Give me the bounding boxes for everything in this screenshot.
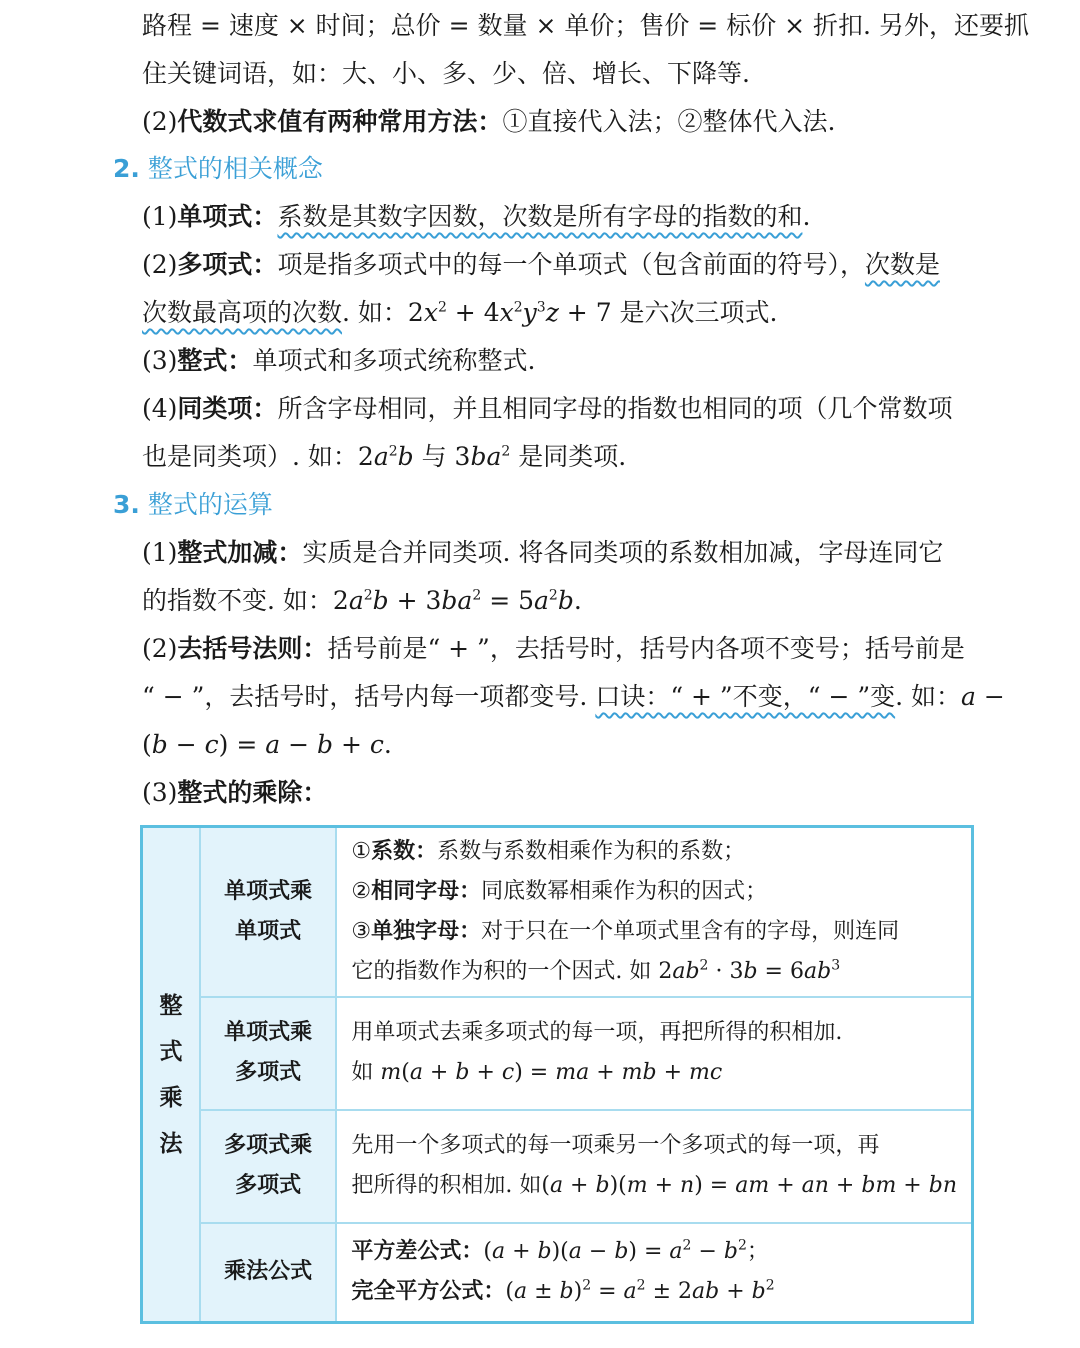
var: m — [626, 1173, 648, 1198]
var: b — [817, 958, 832, 984]
item-polynomial — [142, 241, 977, 289]
var: b — [723, 1239, 738, 1265]
rule-term: 平方差公式： — [351, 1239, 484, 1265]
rule-term: 单独字母： — [371, 918, 482, 944]
text: ) = — [628, 1239, 670, 1265]
item-prefix: (2) — [142, 107, 178, 136]
var: b — [537, 1239, 552, 1265]
text: “ − ”，去括号时，括号内每一项都变号. — [142, 682, 596, 711]
var: n — [680, 1173, 695, 1198]
item-monomial — [142, 193, 977, 241]
rule-text: 它的指数作为积的一个因式. 如 2 — [351, 958, 673, 984]
item-bracket-rule-cont2 — [142, 721, 977, 769]
item-term: 整式加减： — [177, 538, 303, 567]
item-prefix: (2) — [142, 250, 178, 279]
exp: 2 — [388, 443, 398, 460]
var: c — [501, 1060, 515, 1085]
desc-line — [351, 1166, 957, 1206]
var: a — [265, 730, 281, 759]
exp: 2 — [699, 957, 709, 974]
desc-line — [351, 1126, 957, 1166]
text: + 7 — [558, 298, 612, 327]
exp: 2 — [472, 587, 482, 604]
exp: 2 — [513, 299, 523, 316]
exp: 3 — [536, 299, 546, 316]
desc-line — [351, 832, 957, 872]
text-line — [142, 50, 977, 98]
rule-text: 对于只在一个单项式里含有的字母，则连同 — [481, 918, 900, 944]
var: y — [522, 298, 537, 327]
category-label: 单项式乘 — [224, 878, 313, 904]
rule-text: 系数与系数相乘作为积的系数； — [437, 838, 746, 864]
section-heading-2 — [113, 145, 323, 193]
item-polynomial-cont — [142, 289, 977, 337]
var: a — [373, 442, 389, 471]
description-cell — [336, 827, 972, 997]
var: a — [534, 586, 549, 615]
var: b — [614, 1239, 629, 1265]
item-text: 实质是合并同类项. 将各同类项的系数相加减，字母连同它 — [302, 538, 944, 567]
var: a — [549, 1173, 564, 1198]
var: a — [669, 1239, 683, 1265]
circled-number: ① — [351, 838, 372, 864]
item-multiply-divide — [142, 769, 977, 817]
text: 是六次三项式. — [611, 298, 778, 327]
text: ± 2 — [645, 1279, 692, 1305]
punct: . — [573, 586, 582, 615]
category-cell — [200, 827, 336, 997]
exp: 2 — [501, 443, 511, 460]
var: b — [372, 586, 389, 615]
desc-line — [351, 872, 957, 912]
category-label: 多项式 — [235, 1060, 302, 1085]
rule-text: 用单项式去乘多项式的每一项，再把所得的积相加. — [351, 1020, 843, 1045]
item-2-algebra-evaluation — [142, 98, 977, 146]
rule-term: 相同字母： — [371, 878, 482, 904]
group-label-char: 法 — [159, 1130, 183, 1157]
var: b — [455, 1060, 470, 1085]
item-term: 多项式： — [177, 250, 278, 279]
text-line — [142, 2, 1029, 50]
description-cell — [336, 997, 972, 1110]
section-heading-3 — [113, 481, 273, 529]
punct: . — [383, 730, 392, 759]
text: )( — [609, 1173, 627, 1198]
category-label: 多项式乘 — [224, 1133, 313, 1158]
item-term: 单项式： — [177, 202, 278, 231]
exp: 2 — [636, 1277, 646, 1294]
item-add-subtract — [142, 529, 977, 577]
description-cell — [336, 1223, 972, 1323]
section-number: 3. — [113, 490, 140, 519]
text: ( — [505, 1279, 514, 1305]
rule-text: 先用一个多项式的每一项乘另一个多项式的每一项，再 — [351, 1133, 880, 1158]
var: a — [961, 682, 976, 711]
rule-text: 同底数幂相乘作为积的因式； — [481, 878, 768, 904]
text: ± — [527, 1279, 560, 1305]
exp: 2 — [582, 1277, 592, 1294]
text: 是同类项. — [510, 442, 627, 471]
text: + — [656, 1060, 689, 1085]
category-label: 单项式 — [235, 918, 302, 944]
exp: 2 — [737, 1237, 747, 1254]
table-row — [142, 997, 973, 1110]
text: ( — [483, 1239, 492, 1265]
var: b — [317, 730, 334, 759]
desc-line — [351, 912, 957, 952]
rule-term: 系数： — [371, 838, 438, 864]
exp: 2 — [682, 1237, 692, 1254]
text: · 3 — [708, 958, 744, 984]
var: an — [801, 1173, 829, 1198]
var: bn — [928, 1173, 957, 1198]
text: ( — [541, 1173, 550, 1198]
item-text: 单项式和多项式统称整式. — [252, 346, 536, 375]
emphasis-text: 次数是 — [864, 250, 940, 279]
exp: 2 — [765, 1277, 775, 1294]
category-label: 乘法公式 — [224, 1259, 313, 1285]
var: b — [559, 1279, 574, 1305]
text: )( — [551, 1239, 569, 1265]
table-row — [142, 1223, 973, 1323]
var: z — [545, 298, 559, 327]
var: b — [397, 442, 414, 471]
desc-line — [351, 1272, 957, 1312]
item-prefix: (4) — [142, 394, 178, 423]
item-add-subtract-cont — [142, 577, 977, 625]
section-number: 2. — [113, 154, 140, 183]
var: b — [751, 1279, 766, 1305]
var: b — [685, 958, 700, 984]
group-label-cell — [142, 827, 201, 1323]
text: + — [563, 1173, 596, 1198]
emphasis-text: 口诀：“ + ”不变，“ − ”变 — [595, 682, 896, 711]
exp: 3 — [831, 957, 841, 974]
var: a — [348, 586, 364, 615]
var: a — [568, 1239, 582, 1265]
group-label-char: 乘 — [159, 1084, 183, 1111]
table-row — [142, 1110, 973, 1223]
item-text: 括号前是“ + ”，去括号时，括号内各项不变号；括号前是 — [327, 634, 965, 663]
text: + — [333, 730, 370, 759]
exp: 2 — [363, 587, 373, 604]
text: = — [591, 1279, 624, 1305]
var: b — [151, 730, 168, 759]
var: a — [457, 586, 473, 615]
item-text: 项是指多项式中的每一个单项式（包含前面的符号）， — [277, 250, 865, 279]
var: x — [423, 298, 438, 327]
var: b — [441, 586, 458, 615]
desc-line — [351, 1232, 957, 1272]
text: − — [975, 682, 1005, 711]
text: + 3 — [388, 586, 442, 615]
text: 如 — [351, 1060, 381, 1085]
exp: 2 — [548, 587, 558, 604]
text: + — [589, 1060, 622, 1085]
text: . 如： — [895, 682, 962, 711]
text: − — [581, 1239, 615, 1265]
desc-line — [351, 1053, 957, 1093]
text: + — [505, 1239, 538, 1265]
text: + — [469, 1060, 502, 1085]
item-term: 整式的乘除： — [177, 778, 328, 807]
punct: ； — [746, 1239, 769, 1265]
text: 的指数不变. 如：2 — [142, 586, 349, 615]
var: x — [499, 298, 514, 327]
var: ab — [692, 1279, 720, 1305]
var: am — [735, 1173, 770, 1198]
table-row — [142, 827, 973, 997]
text: + — [422, 1060, 456, 1085]
exp: 2 — [437, 299, 447, 316]
text: − — [167, 730, 205, 759]
category-cell — [200, 1110, 336, 1223]
text: − — [280, 730, 317, 759]
text: + — [719, 1279, 752, 1305]
var: c — [369, 730, 384, 759]
var: a — [409, 1060, 423, 1085]
text: = 5 — [481, 586, 534, 615]
text: . 如：2 — [342, 298, 424, 327]
item-like-terms-cont — [142, 433, 977, 481]
emphasis-text: 系数是其数字因数，次数是所有字母的指数的和 — [277, 202, 803, 231]
category-cell — [200, 1223, 336, 1323]
category-cell — [200, 997, 336, 1110]
group-label-char: 式 — [159, 1038, 183, 1065]
circled-number: ② — [351, 878, 372, 904]
text: + — [769, 1173, 802, 1198]
multiplication-table — [140, 825, 974, 1324]
var: a — [491, 1239, 506, 1265]
category-label: 多项式 — [235, 1173, 302, 1198]
item-term: 去括号法则： — [177, 634, 328, 663]
var: m — [380, 1060, 402, 1085]
item-prefix: (3) — [142, 778, 178, 807]
text: − — [691, 1239, 724, 1265]
text: ) = — [694, 1173, 736, 1198]
var: mb — [621, 1060, 657, 1085]
item-like-terms — [142, 385, 977, 433]
item-prefix: (2) — [142, 634, 178, 663]
var: ma — [555, 1060, 590, 1085]
var: mc — [689, 1060, 723, 1085]
text: + 4 — [446, 298, 500, 327]
text: 住关键词语，如：大、小、多、少、倍、增长、下降等. — [142, 59, 750, 88]
punct: . — [802, 202, 811, 231]
item-text: 所含字母相同，并且相同字母的指数也相同的项（几个常数项 — [277, 394, 953, 423]
text: ( — [401, 1060, 410, 1085]
section-title: 整式的运算 — [147, 490, 273, 519]
text: ) = — [218, 730, 266, 759]
var: b — [557, 586, 574, 615]
item-term: 代数式求值有两种常用方法： — [177, 107, 503, 136]
var: a — [486, 442, 502, 471]
item-bracket-rule-cont — [142, 673, 1005, 721]
item-term: 同类项： — [177, 394, 278, 423]
text: ) = — [514, 1060, 556, 1085]
circled-number: ③ — [351, 918, 372, 944]
text: 也是同类项）. 如：2 — [142, 442, 374, 471]
var: a — [513, 1279, 528, 1305]
text: + — [647, 1173, 681, 1198]
var: bm — [861, 1173, 897, 1198]
var: c — [204, 730, 219, 759]
var: b — [470, 442, 487, 471]
text: 与 3 — [413, 442, 471, 471]
category-label: 单项式乘 — [224, 1020, 313, 1045]
var: b — [743, 958, 758, 984]
description-cell — [336, 1110, 972, 1223]
item-bracket-rule — [142, 625, 977, 673]
var: a — [623, 1279, 637, 1305]
section-title: 整式的相关概念 — [147, 154, 323, 183]
text: 把所得的积相加. 如 — [351, 1173, 542, 1198]
text: ( — [142, 730, 152, 759]
desc-line — [351, 1013, 957, 1053]
item-integral-expression — [142, 337, 977, 385]
item-term: 整式： — [177, 346, 253, 375]
var: a — [803, 958, 818, 984]
text: ) — [573, 1279, 583, 1305]
item-text: ①直接代入法；②整体代入法. — [502, 107, 836, 136]
text: = 6 — [757, 958, 804, 984]
item-prefix: (1) — [142, 538, 178, 567]
rule-term: 完全平方公式： — [351, 1279, 506, 1305]
text: 路程 = 速度 × 时间；总价 = 数量 × 单价；售价 = 标价 × 折扣. 另外，还要抓 — [142, 11, 1029, 40]
var: a — [672, 958, 686, 984]
var: b — [595, 1173, 610, 1198]
group-label-char: 整 — [159, 992, 183, 1019]
item-prefix: (3) — [142, 346, 178, 375]
desc-line — [351, 952, 957, 992]
text: + — [828, 1173, 862, 1198]
item-prefix: (1) — [142, 202, 178, 231]
text: + — [896, 1173, 929, 1198]
emphasis-text: 次数最高项的次数 — [142, 298, 343, 327]
